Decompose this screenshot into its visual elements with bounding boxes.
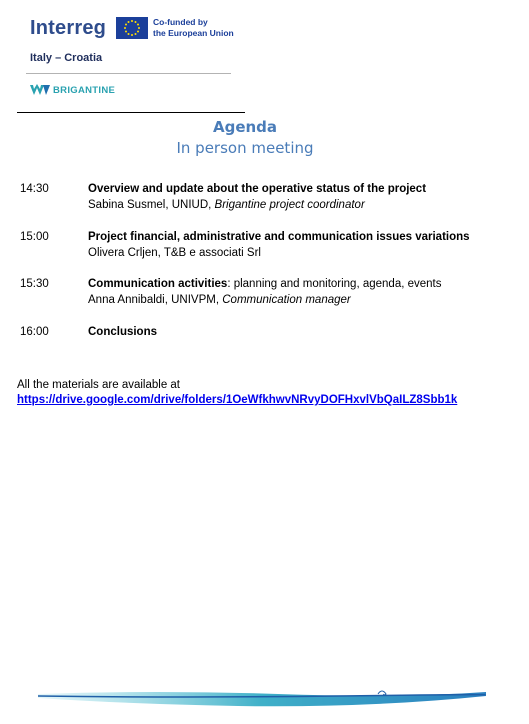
footer-wave-decoration <box>38 686 486 710</box>
agenda-time: 16:00 <box>20 326 49 338</box>
brigantine-logo-icon <box>30 84 50 96</box>
brigantine-logo-text: BRIGANTINE <box>53 85 116 96</box>
page-title: Agenda <box>212 118 278 136</box>
agenda-speaker <box>88 246 508 262</box>
agenda-speaker <box>88 293 508 309</box>
eu-text-line2: the European Union <box>153 28 234 38</box>
program-region: Italy – Croatia <box>30 52 103 64</box>
speaker-name: Anna Annibaldi, UNIVPM, <box>88 293 223 306</box>
speaker-name: Olivera Crljen, T&B e associati Srl <box>88 246 261 259</box>
agenda-speaker <box>88 198 508 214</box>
agenda-title-rest: : planning and monitoring, agenda, events <box>227 278 442 290</box>
eu-text-line1: Co-funded by <box>153 17 208 27</box>
speaker-role: Communication manager <box>222 293 351 306</box>
header-divider <box>26 73 231 74</box>
interreg-logo-text: Interreg <box>30 17 107 39</box>
agenda-body <box>88 230 508 261</box>
agenda-title: Project financial, administrative and communication issues variations <box>88 231 470 243</box>
eu-flag-icon <box>116 17 148 39</box>
agenda-body <box>88 277 508 308</box>
agenda-body <box>88 182 508 213</box>
eu-cofunded-text <box>153 17 234 39</box>
agenda-title: Overview and update about the operative status of the project <box>88 183 427 195</box>
agenda-title: Conclusions <box>88 326 158 338</box>
materials-text: All the materials are available at <box>17 379 180 391</box>
agenda-time: 15:30 <box>20 278 49 290</box>
materials-link[interactable]: https://drive.google.com/drive/folders/1OeWfkhwvNRvyDOFHxvlVbQaILZ8Sbb1k <box>17 394 458 406</box>
speaker-role: Brigantine project coordinator <box>214 198 365 211</box>
agenda-body <box>88 325 508 341</box>
title-divider <box>17 112 245 113</box>
agenda-time: 14:30 <box>20 183 49 195</box>
speaker-name: Sabina Susmel, UNIUD, <box>88 198 215 211</box>
agenda-time: 15:00 <box>20 231 49 243</box>
page-subtitle: In person meeting <box>176 139 314 157</box>
agenda-title: Communication activities <box>88 278 228 290</box>
